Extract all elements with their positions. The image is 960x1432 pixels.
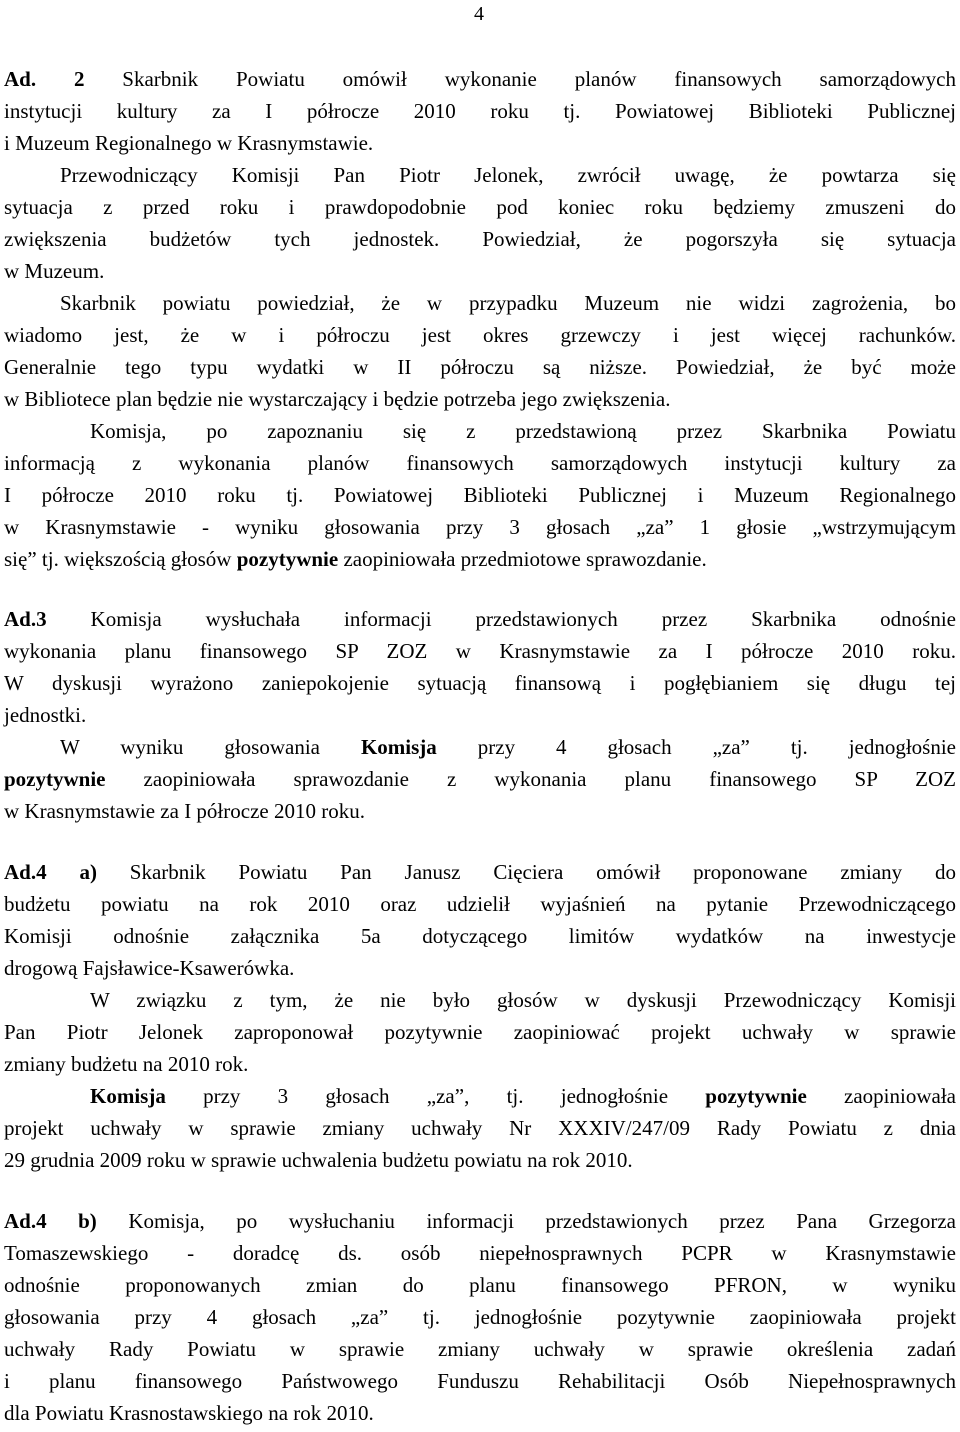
text-run: Przewodniczący Komisji Pan Piotr Jelonek, zwrócił uwagę, że powtarza się bbox=[60, 163, 956, 187]
text-line bbox=[60, 731, 956, 763]
text-run: Komisja, po wysłuchaniu informacji przedstawionych przez Pana Grzegorza bbox=[96, 1209, 956, 1233]
text-run: w Krasnymstawie za I półrocze 2010 roku. bbox=[4, 799, 365, 823]
text-run: w Muzeum. bbox=[4, 259, 105, 283]
text-run: jednostki. bbox=[4, 703, 87, 727]
text-run: Komisja wysłuchała informacji przedstawionych przez Skarbnika odnośnie bbox=[46, 607, 956, 631]
text-line bbox=[60, 287, 956, 319]
text-line bbox=[4, 319, 956, 351]
text-run: uchwały Rady Powiatu w sprawie zmiany uchwały w sprawie określenia zadań bbox=[4, 1337, 956, 1361]
bold-text: Ad.3 bbox=[4, 607, 47, 631]
text-run: Skarbnik Powiatu omówił wykonanie planów finansowych samorządowych bbox=[84, 67, 956, 91]
text-line bbox=[4, 511, 956, 543]
text-run: wiadomo jest, że w i półroczu jest okres grzewczy i jest więcej rachunków. bbox=[4, 323, 956, 347]
text-run: Komisji odnośnie załącznika 5a dotyczącego limitów wydatków na inwestycje bbox=[4, 924, 956, 948]
text-line bbox=[4, 888, 956, 920]
text-line bbox=[4, 1048, 956, 1080]
text-run: Generalnie tego typu wydatki w II półroczu są niższe. Powiedział, że być może bbox=[4, 355, 956, 379]
text-line bbox=[90, 415, 956, 447]
text-line bbox=[4, 1016, 956, 1048]
text-run: odnośnie proponowanych zmian do planu finansowego PFRON, w wyniku bbox=[4, 1273, 956, 1297]
text-line bbox=[4, 383, 956, 415]
text-line bbox=[4, 1237, 956, 1269]
bold-text: Ad. 2 bbox=[4, 67, 85, 91]
bold-text: pozytywnie bbox=[705, 1084, 807, 1108]
text-run: zaopiniowała sprawozdanie z wykonania planu finansowego SP ZOZ bbox=[105, 767, 956, 791]
text-line bbox=[4, 351, 956, 383]
text-run: Pan Piotr Jelonek zaproponował pozytywnie zaopiniować projekt uchwały w sprawie bbox=[4, 1020, 956, 1044]
text-run: przy 3 głosach „za”, tj. jednogłośnie bbox=[165, 1084, 706, 1108]
text-run: Komisja, po zapoznaniu się z przedstawioną przez Skarbnika Powiatu bbox=[90, 419, 956, 443]
text-line bbox=[4, 795, 956, 827]
text-line bbox=[4, 1333, 956, 1365]
text-run: i Muzeum Regionalnego w Krasnymstawie. bbox=[4, 131, 374, 155]
text-run: i planu finansowego Państwowego Funduszu Rehabilitacji Osób Niepełnosprawnych bbox=[4, 1369, 956, 1393]
text-run: dla Powiatu Krasnostawskiego na rok 2010. bbox=[4, 1401, 374, 1425]
text-run: W związku z tym, że nie było głosów w dyskusji Przewodniczący Komisji bbox=[90, 988, 956, 1012]
text-run: 29 grudnia 2009 roku w sprawie uchwalenia budżetu powiatu na rok 2010. bbox=[4, 1148, 633, 1172]
text-run: przy 4 głosach „za” tj. jednogłośnie bbox=[436, 735, 957, 759]
text-line bbox=[4, 1301, 956, 1333]
text-run: W wyniku głosowania bbox=[60, 735, 361, 759]
text-run: zmiany budżetu na 2010 rok. bbox=[4, 1052, 249, 1076]
text-line bbox=[4, 920, 956, 952]
text-line bbox=[4, 255, 956, 287]
text-run: wykonania planu finansowego SP ZOZ w Krasnymstawie za I półrocze 2010 roku. bbox=[4, 639, 956, 663]
text-line bbox=[4, 447, 956, 479]
text-line bbox=[4, 543, 956, 575]
text-line bbox=[4, 699, 956, 731]
text-line bbox=[60, 159, 956, 191]
text-run: zwiększenia budżetów tych jednostek. Powiedział, że pogorszyła się sytuacja bbox=[4, 227, 956, 251]
text-run: sytuacja z przed roku i prawdopodobnie pod koniec roku będziemy zmuszeni do bbox=[4, 195, 956, 219]
text-run: w Bibliotece plan będzie nie wystarczający i będzie potrzeba jego zwiększenia. bbox=[4, 387, 671, 411]
bold-text: Komisja bbox=[360, 735, 437, 759]
text-line bbox=[4, 1112, 956, 1144]
text-run: Skarbnik powiatu powiedział, że w przypadku Muzeum nie widzi zagrożenia, bo bbox=[60, 291, 956, 315]
bold-text: Ad.4 b) bbox=[4, 1209, 97, 1233]
text-run: projekt uchwały w sprawie zmiany uchwały Nr XXXIV/247/09 Rady Powiatu z dnia bbox=[4, 1116, 956, 1140]
text-run: głosowania przy 4 głosach „za” tj. jednogłośnie pozytywnie zaopiniowała projekt bbox=[4, 1305, 956, 1329]
text-line bbox=[4, 95, 956, 127]
text-line bbox=[4, 635, 956, 667]
bold-text: Ad.4 a) bbox=[4, 860, 97, 884]
bold-text: Komisja bbox=[90, 1084, 166, 1108]
text-run: zaopiniowała przedmiotowe sprawozdanie. bbox=[338, 547, 707, 571]
text-line bbox=[4, 856, 956, 888]
text-run: instytucji kultury za I półrocze 2010 roku tj. Powiatowej Biblioteki Publicznej bbox=[4, 99, 956, 123]
text-line bbox=[4, 63, 956, 95]
text-line bbox=[90, 1080, 956, 1112]
bold-text: pozytywnie bbox=[236, 547, 339, 571]
text-line bbox=[4, 952, 956, 984]
text-line bbox=[4, 603, 956, 635]
text-line bbox=[4, 667, 956, 699]
text-line bbox=[4, 1144, 956, 1176]
text-run: w Krasnymstawie - wyniku głosowania przy 3 głosach „za” 1 głosie „wstrzymującym bbox=[4, 515, 956, 539]
text-line bbox=[4, 127, 956, 159]
text-line bbox=[4, 223, 956, 255]
text-line bbox=[4, 1365, 956, 1397]
page-number: 4 bbox=[474, 3, 484, 25]
text-run: I półrocze 2010 roku tj. Powiatowej Biblioteki Publicznej i Muzeum Regionalnego bbox=[4, 483, 956, 507]
text-run: Tomaszewskiego - doradcę ds. osób niepełnosprawnych PCPR w Krasnymstawie bbox=[4, 1241, 956, 1265]
text-line bbox=[4, 1205, 956, 1237]
text-run: się” tj. większością głosów bbox=[4, 547, 237, 571]
text-line bbox=[4, 763, 956, 795]
text-line bbox=[4, 191, 956, 223]
text-run: informacją z wykonania planów finansowych samorządowych instytucji kultury za bbox=[4, 451, 956, 475]
text-line bbox=[90, 984, 956, 1016]
text-run: budżetu powiatu na rok 2010 oraz udzielił wyjaśnień na pytanie Przewodniczącego bbox=[4, 892, 956, 916]
text-run: Skarbnik Powiatu Pan Janusz Cięciera omówił proponowane zmiany do bbox=[96, 860, 956, 884]
text-line bbox=[4, 479, 956, 511]
text-run: zaopiniowała bbox=[806, 1084, 956, 1108]
text-line bbox=[4, 1269, 956, 1301]
text-run: W dyskusji wyrażono zaniepokojenie sytuacją finansową i pogłębianiem się długu tej bbox=[4, 671, 956, 695]
text-run: drogową Fajsławice-Ksawerówka. bbox=[4, 956, 295, 980]
bold-text: pozytywnie bbox=[4, 767, 106, 791]
text-line bbox=[4, 1397, 956, 1429]
